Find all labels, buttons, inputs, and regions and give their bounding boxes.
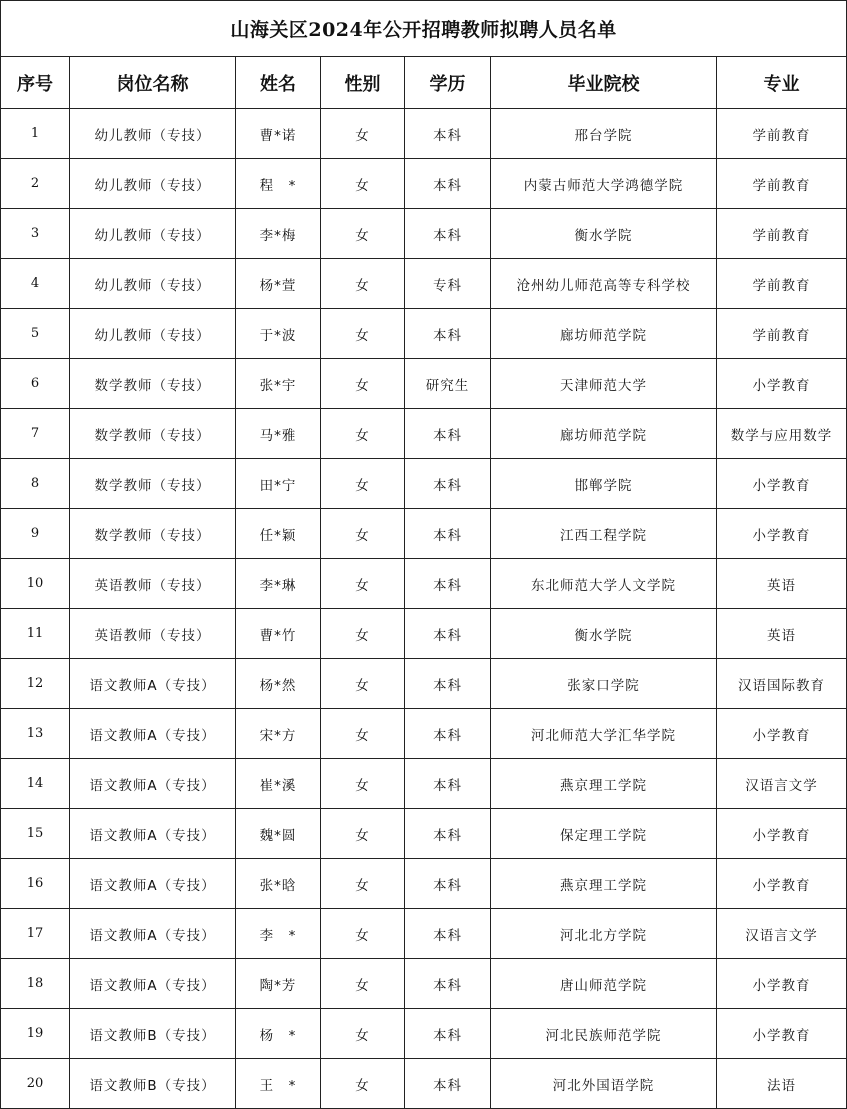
col-header-name: 姓名 [236, 57, 321, 109]
table-row [1, 709, 847, 759]
cell-position: 语文教师A（专技） [70, 759, 236, 809]
cell-major: 小学教育 [717, 859, 847, 909]
cell-gender: 女 [321, 809, 405, 859]
cell-position: 幼儿教师（专技） [70, 259, 236, 309]
cell-gender: 女 [321, 209, 405, 259]
cell-name: 张*宇 [236, 359, 321, 409]
col-header-education: 学历 [405, 57, 491, 109]
table-row [1, 1009, 847, 1059]
cell-gender: 女 [321, 959, 405, 1009]
cell-name: 李 * [236, 909, 321, 959]
cell-gender: 女 [321, 709, 405, 759]
cell-school: 衡水学院 [491, 609, 717, 659]
cell-school: 沧州幼儿师范高等专科学校 [491, 259, 717, 309]
table-row [1, 459, 847, 509]
cell-school: 河北外国语学院 [491, 1059, 717, 1109]
cell-school: 衡水学院 [491, 209, 717, 259]
cell-index: 1 [1, 109, 70, 159]
cell-position: 语文教师A（专技） [70, 709, 236, 759]
cell-position: 英语教师（专技） [70, 609, 236, 659]
cell-position: 英语教师（专技） [70, 559, 236, 609]
cell-gender: 女 [321, 109, 405, 159]
cell-school: 张家口学院 [491, 659, 717, 709]
cell-name: 杨*然 [236, 659, 321, 709]
cell-major: 小学教育 [717, 509, 847, 559]
cell-major: 学前教育 [717, 209, 847, 259]
table-row [1, 859, 847, 909]
cell-major: 小学教育 [717, 959, 847, 1009]
cell-index: 9 [1, 509, 70, 559]
table-row [1, 159, 847, 209]
cell-education: 本科 [405, 509, 491, 559]
cell-education: 专科 [405, 259, 491, 309]
cell-education: 本科 [405, 159, 491, 209]
cell-name: 宋*方 [236, 709, 321, 759]
cell-position: 语文教师A（专技） [70, 659, 236, 709]
cell-school: 江西工程学院 [491, 509, 717, 559]
table-row [1, 809, 847, 859]
cell-name: 陶*芳 [236, 959, 321, 1009]
table-row [1, 559, 847, 609]
cell-position: 幼儿教师（专技） [70, 309, 236, 359]
cell-name: 曹*竹 [236, 609, 321, 659]
cell-major: 数学与应用数学 [717, 409, 847, 459]
cell-education: 本科 [405, 809, 491, 859]
cell-gender: 女 [321, 159, 405, 209]
table-row [1, 959, 847, 1009]
cell-education: 本科 [405, 759, 491, 809]
cell-index: 7 [1, 409, 70, 459]
cell-name: 任*颖 [236, 509, 321, 559]
cell-gender: 女 [321, 909, 405, 959]
cell-position: 数学教师（专技） [70, 359, 236, 409]
col-header-school: 毕业院校 [491, 57, 717, 109]
table-row [1, 759, 847, 809]
cell-position: 数学教师（专技） [70, 409, 236, 459]
cell-education: 研究生 [405, 359, 491, 409]
cell-education: 本科 [405, 559, 491, 609]
table-row [1, 609, 847, 659]
cell-name: 程 * [236, 159, 321, 209]
cell-major: 学前教育 [717, 259, 847, 309]
col-header-index: 序号 [1, 57, 70, 109]
cell-major: 小学教育 [717, 359, 847, 409]
cell-school: 东北师范大学人文学院 [491, 559, 717, 609]
cell-position: 数学教师（专技） [70, 459, 236, 509]
cell-gender: 女 [321, 409, 405, 459]
cell-gender: 女 [321, 759, 405, 809]
table-row [1, 309, 847, 359]
cell-gender: 女 [321, 509, 405, 559]
cell-education: 本科 [405, 709, 491, 759]
cell-education: 本科 [405, 859, 491, 909]
cell-gender: 女 [321, 459, 405, 509]
cell-major: 法语 [717, 1059, 847, 1109]
cell-school: 内蒙古师范大学鸿德学院 [491, 159, 717, 209]
cell-education: 本科 [405, 409, 491, 459]
cell-school: 廊坊师范学院 [491, 409, 717, 459]
cell-education: 本科 [405, 609, 491, 659]
cell-school: 河北民族师范学院 [491, 1009, 717, 1059]
cell-major: 学前教育 [717, 159, 847, 209]
cell-major: 汉语言文学 [717, 909, 847, 959]
table-row [1, 209, 847, 259]
cell-education: 本科 [405, 309, 491, 359]
cell-index: 5 [1, 309, 70, 359]
col-header-gender: 性别 [321, 57, 405, 109]
cell-gender: 女 [321, 1059, 405, 1109]
cell-index: 10 [1, 559, 70, 609]
table-row [1, 359, 847, 409]
cell-name: 田*宁 [236, 459, 321, 509]
table-row [1, 409, 847, 459]
cell-index: 12 [1, 659, 70, 709]
cell-index: 19 [1, 1009, 70, 1059]
cell-major: 小学教育 [717, 709, 847, 759]
cell-major: 小学教育 [717, 1009, 847, 1059]
cell-index: 13 [1, 709, 70, 759]
cell-major: 小学教育 [717, 809, 847, 859]
cell-index: 15 [1, 809, 70, 859]
cell-gender: 女 [321, 559, 405, 609]
cell-school: 唐山师范学院 [491, 959, 717, 1009]
cell-major: 英语 [717, 609, 847, 659]
cell-school: 燕京理工学院 [491, 759, 717, 809]
cell-school: 保定理工学院 [491, 809, 717, 859]
cell-school: 河北北方学院 [491, 909, 717, 959]
cell-school: 邢台学院 [491, 109, 717, 159]
cell-school: 邯郸学院 [491, 459, 717, 509]
cell-major: 英语 [717, 559, 847, 609]
col-header-position: 岗位名称 [70, 57, 236, 109]
cell-gender: 女 [321, 1009, 405, 1059]
cell-education: 本科 [405, 659, 491, 709]
cell-name: 杨*萱 [236, 259, 321, 309]
cell-position: 语文教师A（专技） [70, 909, 236, 959]
cell-position: 语文教师B（专技） [70, 1059, 236, 1109]
cell-position: 幼儿教师（专技） [70, 209, 236, 259]
cell-education: 本科 [405, 1059, 491, 1109]
col-header-major: 专业 [717, 57, 847, 109]
cell-school: 天津师范大学 [491, 359, 717, 409]
cell-gender: 女 [321, 859, 405, 909]
page-title: 山海关区2024年公开招聘教师拟聘人员名单 [1, 1, 847, 57]
cell-position: 数学教师（专技） [70, 509, 236, 559]
cell-index: 14 [1, 759, 70, 809]
cell-position: 语文教师B（专技） [70, 1009, 236, 1059]
table-row [1, 1059, 847, 1109]
cell-gender: 女 [321, 359, 405, 409]
cell-index: 2 [1, 159, 70, 209]
cell-position: 语文教师A（专技） [70, 959, 236, 1009]
cell-index: 17 [1, 909, 70, 959]
cell-major: 学前教育 [717, 309, 847, 359]
cell-index: 20 [1, 1059, 70, 1109]
table-row [1, 509, 847, 559]
cell-education: 本科 [405, 109, 491, 159]
cell-name: 李*琳 [236, 559, 321, 609]
cell-name: 李*梅 [236, 209, 321, 259]
table-row [1, 109, 847, 159]
cell-gender: 女 [321, 309, 405, 359]
header-row [1, 57, 847, 109]
cell-major: 学前教育 [717, 109, 847, 159]
table-row [1, 259, 847, 309]
cell-position: 语文教师A（专技） [70, 859, 236, 909]
cell-name: 崔*溪 [236, 759, 321, 809]
cell-major: 小学教育 [717, 459, 847, 509]
cell-name: 魏*圆 [236, 809, 321, 859]
cell-education: 本科 [405, 959, 491, 1009]
cell-index: 18 [1, 959, 70, 1009]
table-row [1, 909, 847, 959]
table-row [1, 659, 847, 709]
cell-gender: 女 [321, 659, 405, 709]
cell-name: 杨 * [236, 1009, 321, 1059]
cell-school: 燕京理工学院 [491, 859, 717, 909]
cell-education: 本科 [405, 209, 491, 259]
cell-school: 河北师范大学汇华学院 [491, 709, 717, 759]
cell-index: 3 [1, 209, 70, 259]
cell-position: 幼儿教师（专技） [70, 159, 236, 209]
cell-index: 4 [1, 259, 70, 309]
cell-gender: 女 [321, 609, 405, 659]
cell-name: 于*波 [236, 309, 321, 359]
cell-index: 16 [1, 859, 70, 909]
cell-index: 8 [1, 459, 70, 509]
cell-index: 11 [1, 609, 70, 659]
cell-name: 马*雅 [236, 409, 321, 459]
cell-major: 汉语国际教育 [717, 659, 847, 709]
cell-major: 汉语言文学 [717, 759, 847, 809]
cell-index: 6 [1, 359, 70, 409]
cell-school: 廊坊师范学院 [491, 309, 717, 359]
cell-education: 本科 [405, 459, 491, 509]
cell-name: 王 * [236, 1059, 321, 1109]
cell-name: 曹*诺 [236, 109, 321, 159]
cell-position: 幼儿教师（专技） [70, 109, 236, 159]
cell-gender: 女 [321, 259, 405, 309]
cell-position: 语文教师A（专技） [70, 809, 236, 859]
table-body [1, 109, 847, 1109]
cell-education: 本科 [405, 1009, 491, 1059]
cell-name: 张*晗 [236, 859, 321, 909]
cell-education: 本科 [405, 909, 491, 959]
